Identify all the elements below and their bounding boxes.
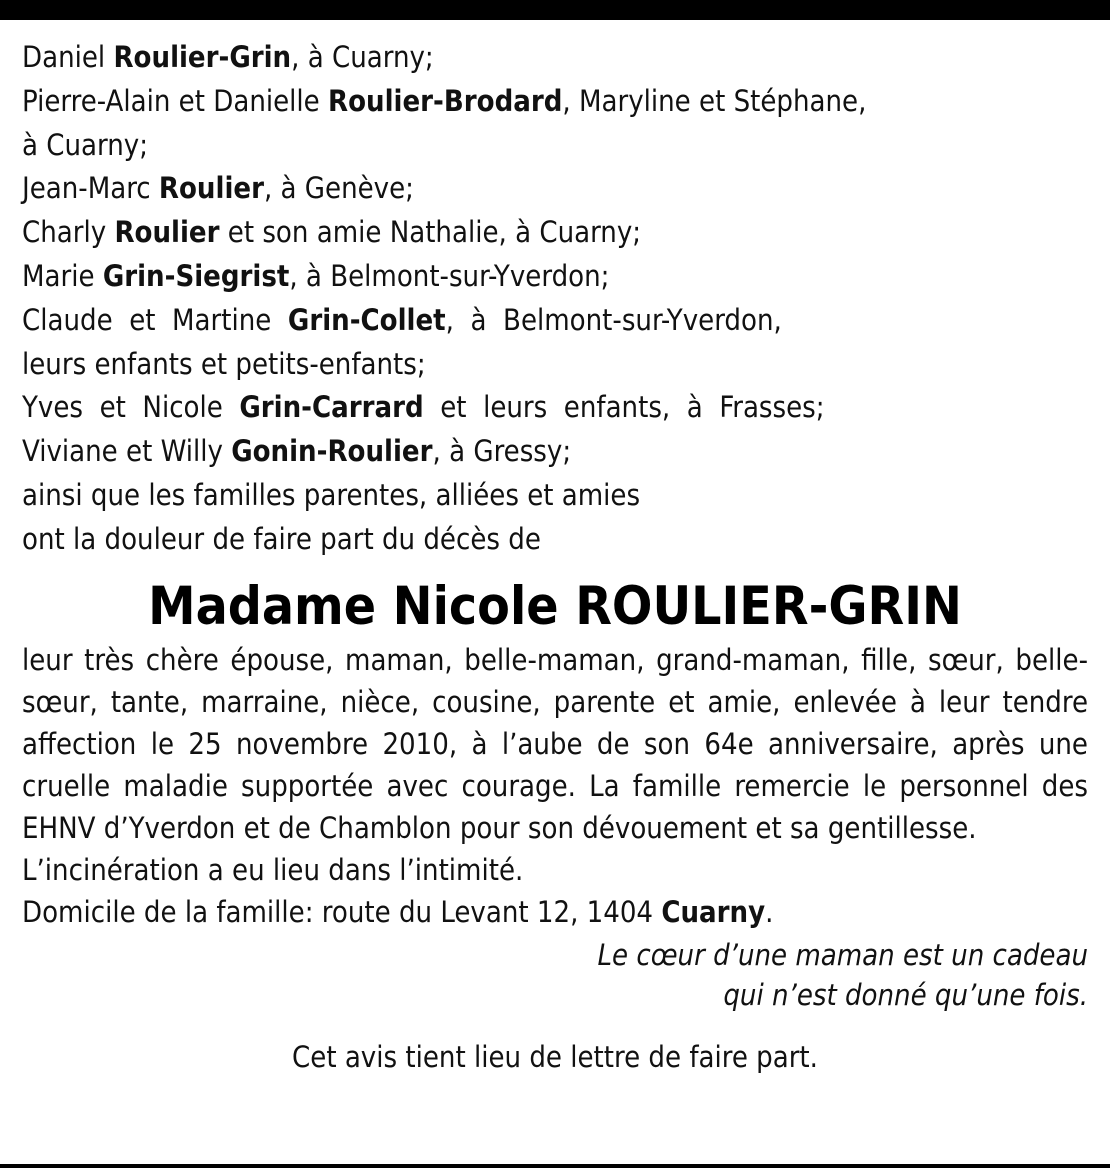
family-surname: Grin-Carrard: [239, 390, 424, 425]
family-list: [22, 36, 1088, 562]
family-surname: Roulier: [114, 215, 220, 250]
family-line: Charly Roulier et son amie Nathalie, à Cuarny;: [22, 215, 642, 250]
family-line: Claude et Martine Grin-Collet, à Belmont-sur-Yverdon,: [22, 302, 782, 337]
family-surname: Gonin-Roulier: [231, 434, 433, 469]
family-line: Yves et Nicole Grin-Carrard et leurs enfants, à Frasses;: [22, 390, 825, 425]
bottom-rule: [0, 1164, 1110, 1168]
family-surname: Roulier: [158, 171, 264, 206]
deceased-name: Madame Nicole ROULIER-GRIN: [148, 575, 962, 637]
family-line: Viviane et Willy Gonin-Roulier, à Gressy;: [22, 434, 572, 469]
family-surname: Roulier-Brodard: [328, 83, 563, 118]
family-address: Domicile de la famille: route du Levant 12, 1404 Cuarny.: [22, 894, 774, 929]
family-surname: Grin-Siegrist: [102, 258, 290, 293]
quote-line: qui n’est donné qu’une fois.: [723, 977, 1088, 1012]
family-line: ainsi que les familles parentes, alliées et amies: [22, 477, 641, 512]
cremation-note: L’incinération a eu lieu dans l’intimité.: [22, 852, 524, 887]
family-surname: Grin-Collet: [287, 302, 446, 337]
family-line: à Cuarny;: [22, 127, 148, 162]
quote-line: Le cœur d’une maman est un cadeau: [597, 937, 1088, 972]
family-line: Daniel Roulier-Grin, à Cuarny;: [22, 40, 434, 74]
footer-note: Cet avis tient lieu de lettre de faire part.: [292, 1039, 818, 1074]
family-line: leurs enfants et petits-enfants;: [22, 346, 426, 381]
obituary-notice: [22, 36, 1088, 1077]
quote: [22, 935, 1088, 1015]
top-rule: [0, 0, 1110, 20]
family-line: Marie Grin-Siegrist, à Belmont-sur-Yverdon;: [22, 258, 610, 293]
address-town: Cuarny: [661, 894, 766, 929]
family-line: Jean-Marc Roulier, à Genève;: [22, 171, 414, 206]
family-surname: Roulier-Grin: [113, 40, 292, 74]
family-line: ont la douleur de faire part du décès de: [22, 521, 541, 556]
family-line: Pierre-Alain et Danielle Roulier-Brodard, Maryline et Stéphane,: [22, 83, 867, 118]
obituary-body: leur très chère épouse, maman, belle-maman, grand-maman, fille, sœur, belle-sœur, tante, marraine, nièce, cousine, parente et amie, enlevée à leur tendre affection le 25 novembre 2010, à l’aube de son 64e anniversaire, après une cruelle maladie supportée avec courage. La famille remercie le personnel des EHNV d’Yverdon et de Chamblon pour son dévouement et sa gentillesse.: [22, 642, 1088, 845]
